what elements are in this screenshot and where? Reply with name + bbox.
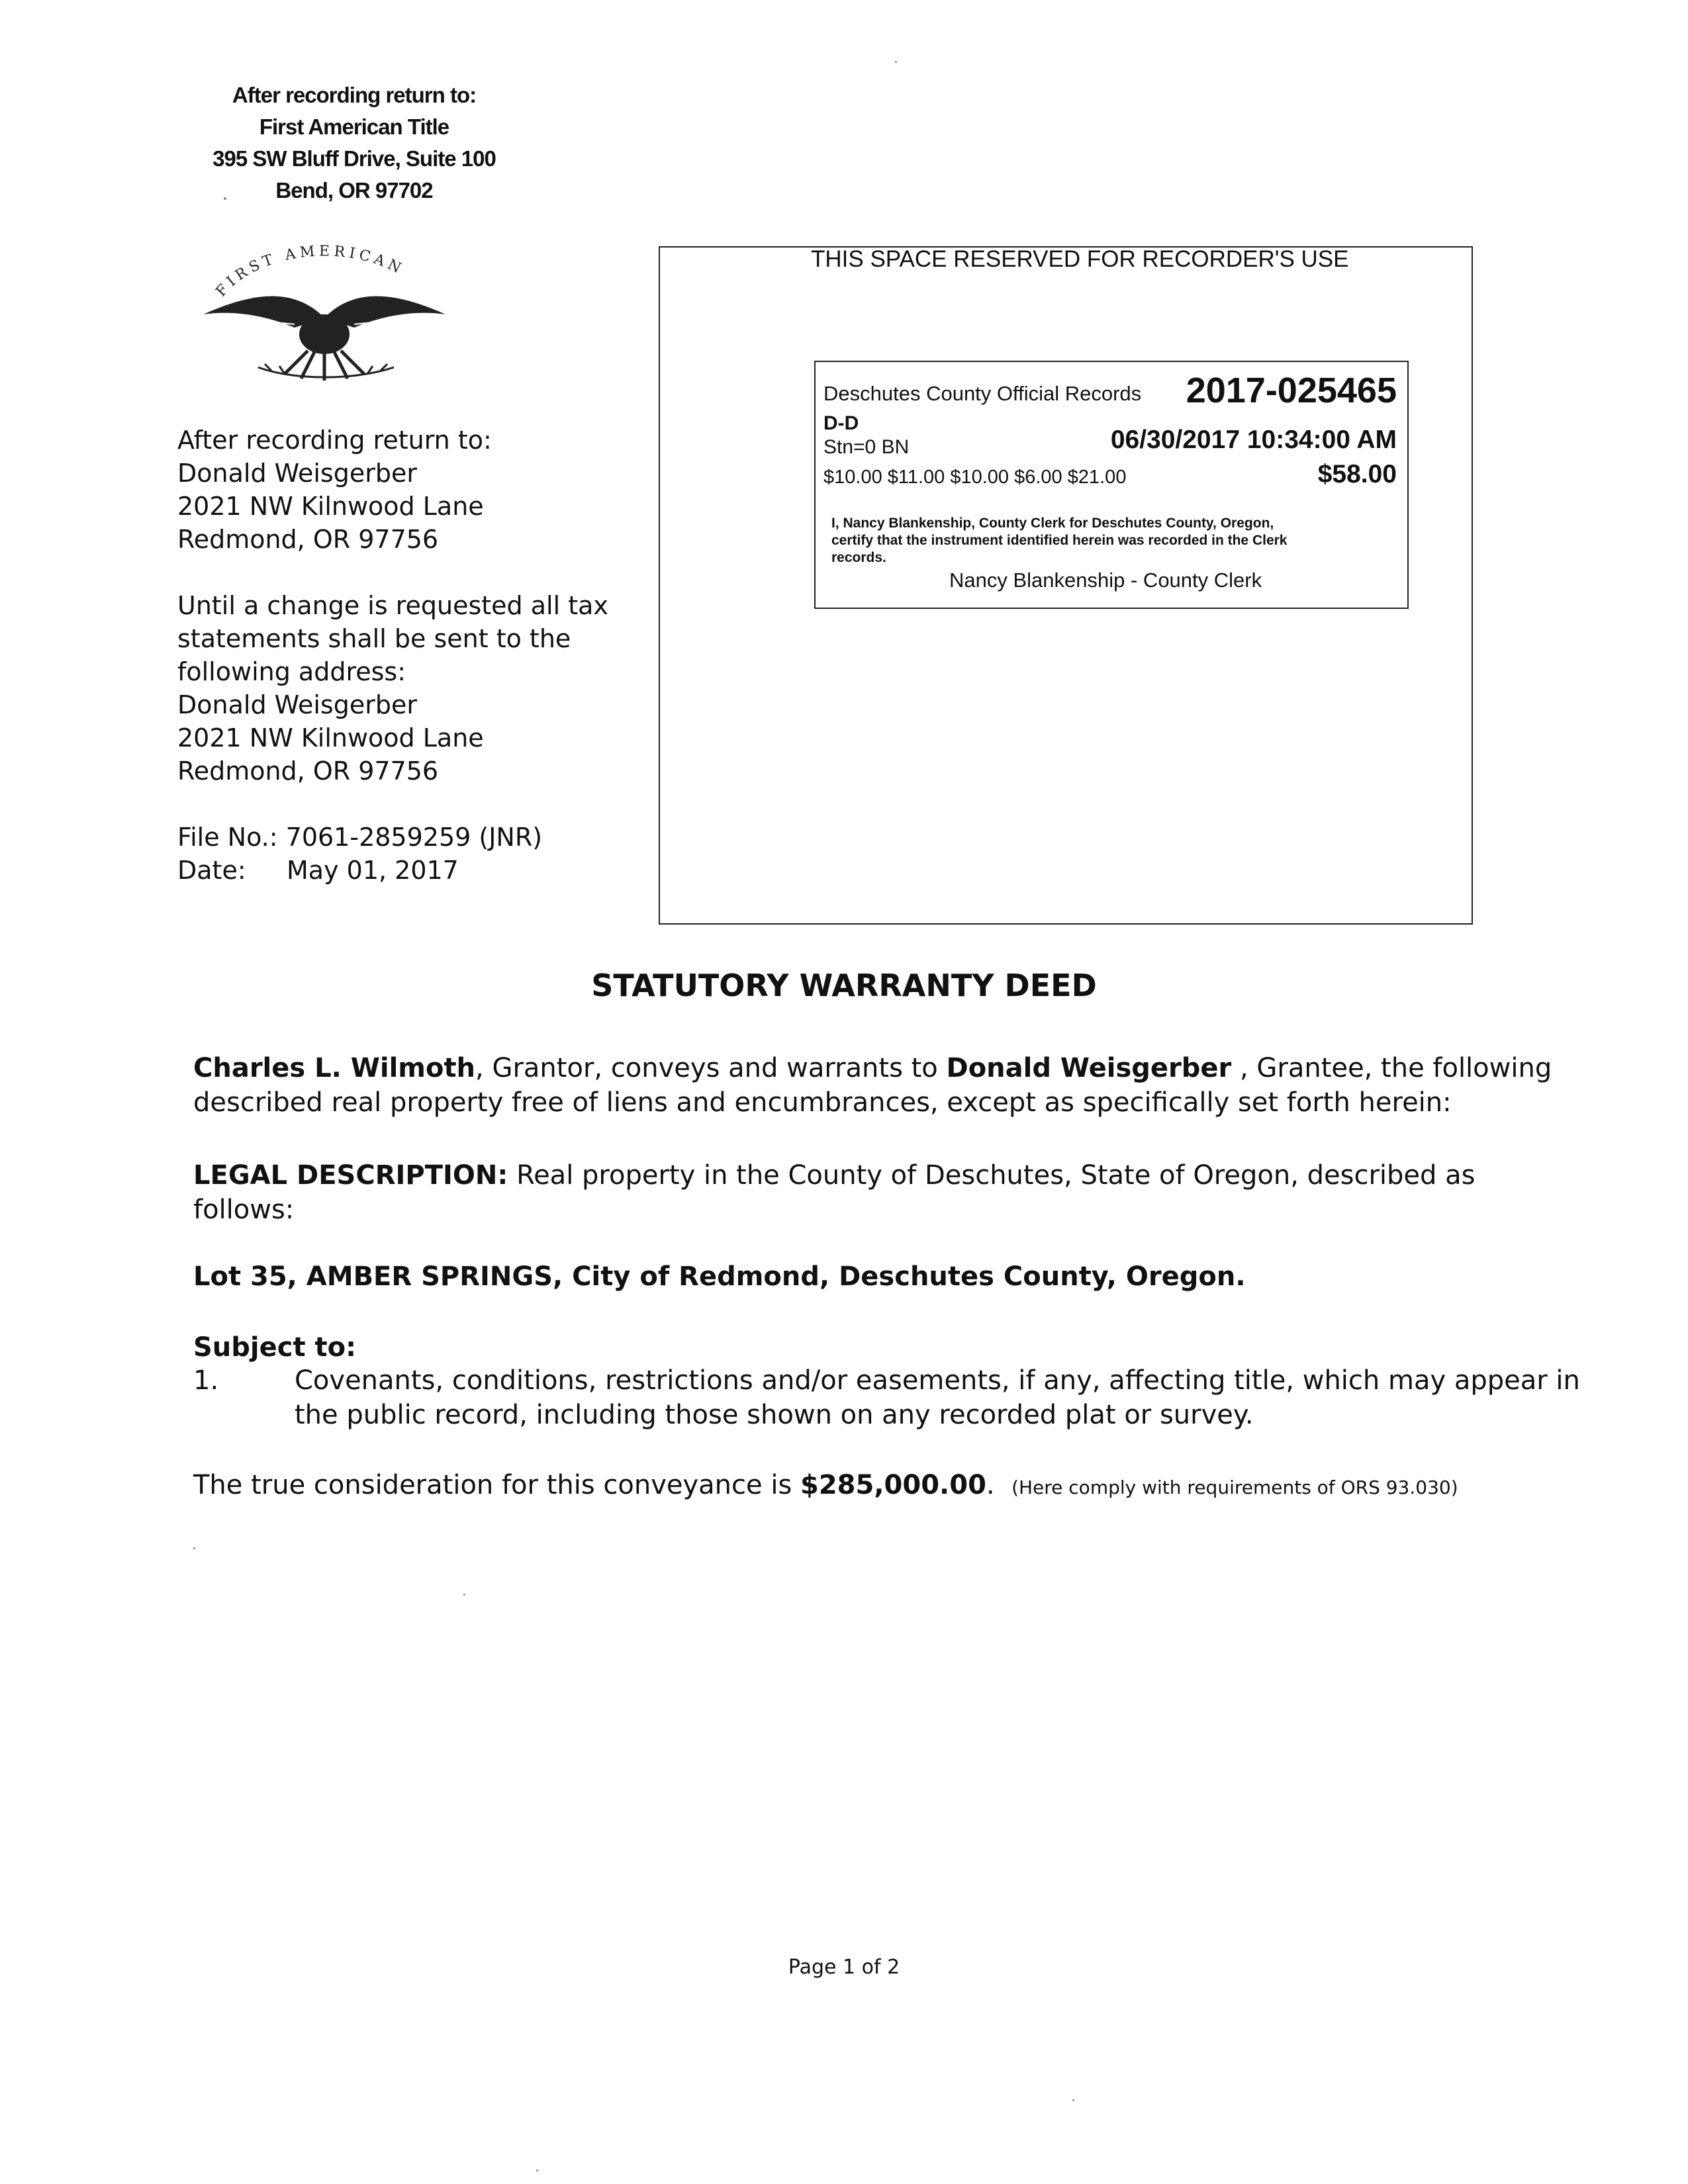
grantee-name: Donald Weisgerber xyxy=(946,1053,1232,1083)
tax-line-2: statements shall be sent to the xyxy=(177,624,571,653)
page-number: Page 1 of 2 xyxy=(788,1956,900,1979)
tax-name: Donald Weisgerber xyxy=(177,690,417,719)
scan-speck xyxy=(193,1547,195,1549)
date-label: Date: xyxy=(177,856,246,885)
station-code: Stn=0 BN xyxy=(823,436,910,458)
legal-text-a: Real property in the County of Deschutes, State of Oregon, described as xyxy=(508,1160,1476,1191)
scan-speck xyxy=(224,197,226,200)
logo-arc-text: FIRST AMERICAN xyxy=(212,243,408,300)
consideration-statement xyxy=(193,1468,1504,1505)
exception-text xyxy=(295,1363,1580,1432)
scan-speck xyxy=(463,1594,465,1596)
svg-text:FIRST AMERICAN xyxy=(213,243,407,300)
stamp-line-4: Bend, OR 97702 xyxy=(275,178,433,203)
consideration-amount: $285,000.00 xyxy=(800,1470,986,1500)
address-block xyxy=(177,424,641,887)
return-to-city: Redmond, OR 97756 xyxy=(177,525,439,554)
consideration-period: . xyxy=(986,1470,995,1500)
certification-line-2: certify that the instrument identified herein was recorded in the Clerk xyxy=(831,533,1288,548)
tax-line-3: following address: xyxy=(177,657,406,686)
exception-line-1: Covenants, conditions, restrictions and/or easements, if any, affecting title, which may appear in xyxy=(295,1365,1580,1396)
recorder-box-title: THIS SPACE RESERVED FOR RECORDER'S USE xyxy=(811,246,1349,272)
exception-number: 1. xyxy=(193,1365,219,1396)
legal-description-label: LEGAL DESCRIPTION: xyxy=(193,1160,508,1191)
return-to-name: Donald Weisgerber xyxy=(177,459,417,488)
grant-text-a: , Grantor, conveys and warrants to xyxy=(475,1053,947,1083)
exception-item-1 xyxy=(0,1363,1688,1436)
grant-paragraph xyxy=(193,1051,1552,1120)
tax-city: Redmond, OR 97756 xyxy=(177,756,439,786)
legal-text-b: follows: xyxy=(193,1195,295,1225)
stamp-line-1: After recording return to: xyxy=(232,83,477,107)
date-value: May 01, 2017 xyxy=(287,856,459,885)
tax-street: 2021 NW Kilnwood Lane xyxy=(177,723,484,752)
scan-speck xyxy=(1072,2099,1074,2101)
scan-speck xyxy=(536,2169,538,2171)
exception-line-2: the public record, including those shown on any recorded plat or survey. xyxy=(295,1400,1254,1430)
lot-description: Lot 35, AMBER SPRINGS, City of Redmond, Deschutes County, Oregon. xyxy=(193,1261,1246,1292)
file-number-value: 7061-2859259 (JNR) xyxy=(285,823,543,852)
first-american-eagle-logo xyxy=(195,238,453,390)
fee-total: $58.00 xyxy=(1317,460,1397,488)
legal-description xyxy=(193,1158,1504,1227)
ors-note: (Here comply with requirements of ORS 93.030) xyxy=(1011,1477,1458,1498)
stamp-line-2: First American Title xyxy=(259,114,449,139)
record-number: 2017-025465 xyxy=(1186,371,1397,410)
county-records-label: Deschutes County Official Records xyxy=(823,382,1142,405)
deed-title: STATUTORY WARRANTY DEED xyxy=(591,968,1097,1003)
file-number-row xyxy=(177,821,641,854)
grantor-name: Charles L. Wilmoth xyxy=(193,1053,476,1083)
fee-breakdown: $10.00 $11.00 $10.00 $6.00 $21.00 xyxy=(823,467,1127,488)
certification-line-1: I, Nancy Blankenship, County Clerk for Deschutes County, Oregon, xyxy=(831,516,1274,531)
county-clerk-name: Nancy Blankenship - County Clerk xyxy=(949,569,1262,592)
tax-line-1: Until a change is requested all tax xyxy=(177,591,608,620)
return-stamp xyxy=(199,79,510,206)
stamp-line-3: 395 SW Bluff Drive, Suite 100 xyxy=(212,146,496,171)
doc-type: D-D xyxy=(823,412,859,434)
return-to-street: 2021 NW Kilnwood Lane xyxy=(177,492,484,521)
scan-speck xyxy=(895,61,897,63)
record-timestamp: 06/30/2017 10:34:00 AM xyxy=(1110,426,1397,454)
grant-text-b: , Grantee, the following xyxy=(1231,1053,1552,1083)
date-row xyxy=(177,854,641,887)
subject-to-label: Subject to: xyxy=(193,1332,357,1363)
consideration-text: The true consideration for this conveyance is xyxy=(193,1470,801,1500)
file-number-label: File No.: xyxy=(177,823,278,852)
recording-stamp xyxy=(814,361,1409,609)
certification-line-3: records. xyxy=(831,550,886,565)
grant-text-c: described real property free of liens and encumbrances, except as specifically set forth herein: xyxy=(193,1087,1452,1118)
return-to-heading: After recording return to: xyxy=(177,426,492,455)
